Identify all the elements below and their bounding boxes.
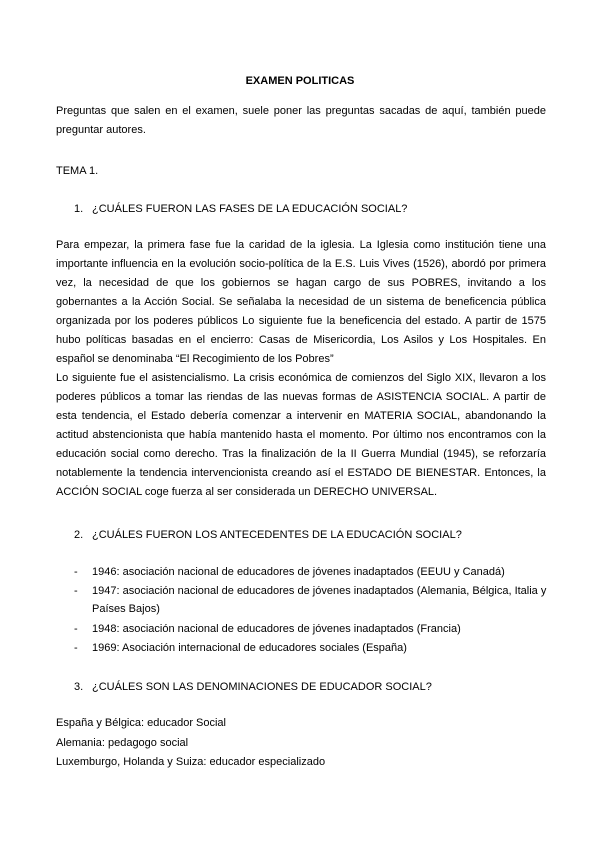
list-bullet: - — [74, 642, 78, 654]
question-3-text: ¿CUÁLES SON LAS DENOMINACIONES DE EDUCADOR SOCIAL? — [92, 681, 432, 693]
question-2-text: ¿CUÁLES FUERON LOS ANTECEDENTES DE LA EDUCACIÓN SOCIAL? — [92, 529, 462, 541]
list-item-1948: 1948: asociación nacional de educadores de jóvenes inadaptados (Francia) — [92, 623, 461, 635]
list-bullet: - — [74, 623, 78, 635]
document-title: EXAMEN POLITICAS — [245, 75, 355, 87]
list-bullet: - — [74, 566, 78, 578]
answer-1-paragraph-1: Para empezar, la primera fase fue la caridad de la iglesia. La Iglesia como institución tiene una importante influencia en la evolución socio-política de la E.S. Luis Vives (1526), abordó por primera vez, la necesidad de que los gobiernos se hagan cargo de sus POBRES, invitando a los gobernantes a la Acción Social. Se señalaba la necesidad de un sistema de beneficencia pública organizada por los poderes públicos Lo siguiente fue la beneficencia del estado. A partir de 1575 hubo políticas basadas en el encierro: Casas de Misericordia, Los Asilos y Los Hospitales. En español se denominaba “El Recogimiento de los Pobres” — [56, 239, 546, 365]
tema-heading: TEMA 1. — [56, 165, 99, 177]
intro-paragraph: Preguntas que salen en el examen, suele poner las preguntas sacadas de aquí, también puede preguntar autores. — [56, 105, 546, 136]
question-1-text: ¿CUÁLES FUERON LAS FASES DE LA EDUCACIÓN SOCIAL? — [92, 203, 408, 215]
list-item-1946: 1946: asociación nacional de educadores de jóvenes inadaptados (EEUU y Canadá) — [92, 566, 505, 578]
question-3-number: 3. — [74, 681, 84, 693]
denomination-line-3: Luxemburgo, Holanda y Suiza: educador especializado — [56, 756, 326, 768]
answer-1-paragraph-2: Lo siguiente fue el asistencialismo. La crisis económica de comienzos del Siglo XIX, llevaron a los poderes públicos a tomar las riendas de las nuevas formas de ASISTENCIA SOCIAL. A partir de esta tendencia, el Estado debería comenzar a intervenir en MATERIA SOCIAL, abandonando la actitud abstencionista que había mantenido hasta el momento. Por último nos encontramos con la educación social como derecho. Tras la finalización de la II Guerra Mundial (1945), se reforzaría notablemente la tendencia intervencionista creando así el ESTADO DE BIENESTAR. Entonces, la ACCIÓN SOCIAL coge fuerza al ser considerada un DERECHO UNIVERSAL. — [56, 372, 546, 498]
question-1-number: 1. — [74, 203, 84, 215]
denomination-line-1: España y Bélgica: educador Social — [56, 717, 226, 729]
list-bullet: - — [74, 585, 78, 597]
list-item-1969: 1969: Asociación internacional de educadores sociales (España) — [92, 642, 407, 654]
question-2-number: 2. — [74, 529, 84, 541]
list-item-1947: 1947: asociación nacional de educadores de jóvenes inadaptados (Alemania, Bélgica, Italia y Países Bajos) — [92, 585, 547, 615]
denomination-line-2: Alemania: pedagogo social — [56, 737, 189, 749]
